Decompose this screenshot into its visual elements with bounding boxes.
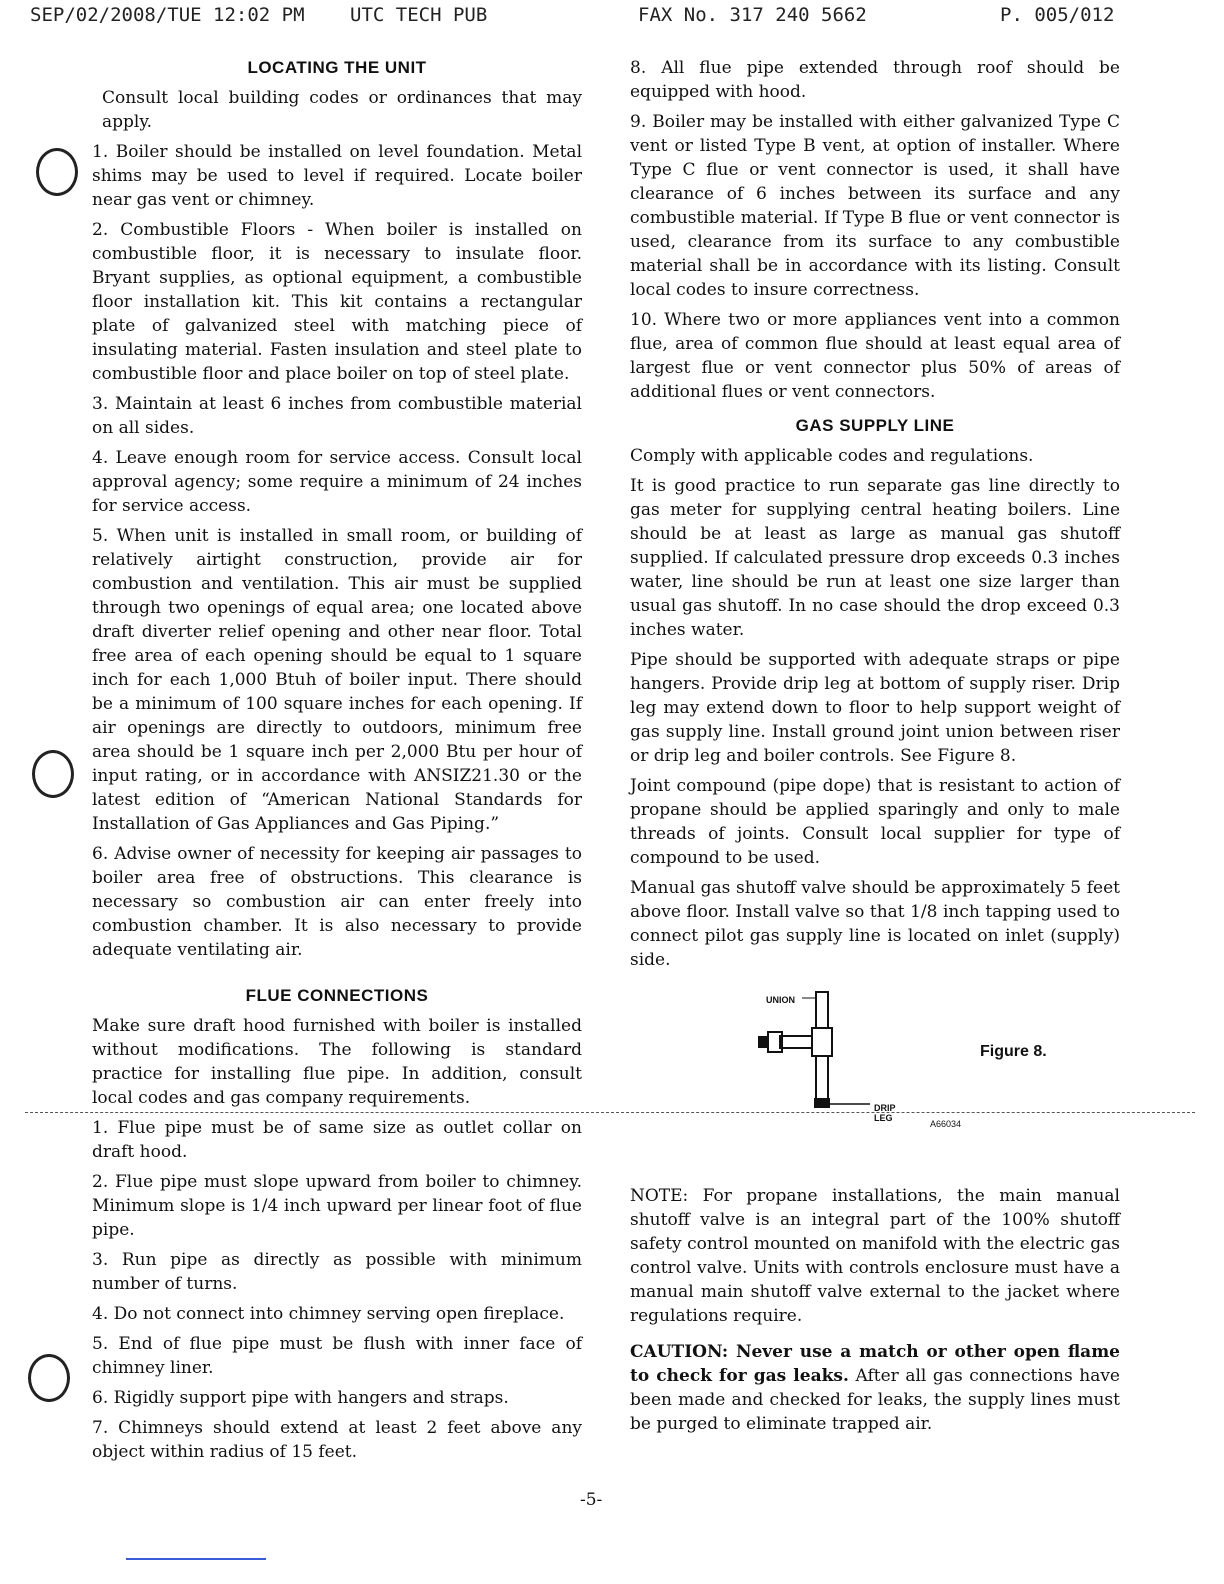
- tee-fitting: [812, 1028, 832, 1056]
- paragraph-caution: [630, 1340, 1120, 1436]
- fax-sender: UTC TECH PUB: [350, 4, 488, 26]
- fax-number: FAX No. 317 240 5662: [638, 4, 867, 26]
- paragraph-flue-1: 1. Flue pipe must be of same size as outlet collar on draft hood.: [92, 1118, 582, 1162]
- paragraph-gas-4: Manual gas shutoff valve should be approximately 5 feet above floor. Install valve so that 1/8 inch tapping used to connect pilot gas supply line is located on inlet (supply) side.: [630, 878, 1120, 970]
- bottom-rule: [126, 1558, 266, 1560]
- heading-flue-connections: FLUE CONNECTIONS: [245, 986, 429, 1005]
- paragraph-gas-2: Pipe should be supported with adequate straps or pipe hangers. Provide drip leg at bottom of supply riser. Drip leg may extend down to floor to help support weight of gas supply line. Install ground joint union between riser or drip leg and boiler controls. See Figure 8.: [630, 650, 1120, 766]
- heading-gas-supply-line: GAS SUPPLY LINE: [795, 416, 955, 435]
- punch-hole-middle: [32, 750, 74, 798]
- paragraph-flue-8: 8. All flue pipe extended through roof should be equipped with hood.: [630, 58, 1120, 102]
- paragraph-item-1: 1. Boiler should be installed on level foundation. Metal shims may be used to level if required. Locate boiler near gas vent or chimney.: [92, 142, 582, 210]
- caution-warning: CAUTION: Never use a match or other open flame to check for gas leaks.: [630, 1342, 1120, 1386]
- paragraph-flue-4: 4. Do not connect into chimney serving open fireplace.: [92, 1304, 565, 1324]
- paragraph-note: NOTE: For propane installations, the main manual shutoff valve is an integral part of the 100% shutoff safety control mounted on manifold with the electric gas control valve. Units with controls enclosure must have a manual main shutoff valve external to the jacket where regulations require.: [630, 1186, 1120, 1326]
- pipe-stub: [758, 1036, 768, 1048]
- paragraph-item-4: 4. Leave enough room for service access. Consult local approval agency; some require a minimum of 24 inches for service access.: [92, 448, 582, 516]
- paragraph-gas-intro: Comply with applicable codes and regulations.: [630, 446, 1034, 466]
- paragraph-flue-7: 7. Chimneys should extend at least 2 feet above any object within radius of 15 feet.: [92, 1418, 582, 1462]
- heading-locating-the-unit: LOCATING THE UNIT: [247, 58, 427, 77]
- paragraph-flue-5: 5. End of flue pipe must be flush with inner face of chimney liner.: [92, 1334, 582, 1378]
- paragraph-item-2: 2. Combustible Floors - When boiler is installed on combustible floor, it is necessary to insulate floor. Bryant supplies, as optional equipment, a combustible floor installation kit. This kit contains a rectangular plate of galvanized steel with matching piece of insulating material. Fasten insulation and steel plate to combustible floor and place boiler on top of steel plate.: [92, 220, 582, 384]
- right-column: [630, 56, 1120, 1442]
- paragraph-item-5: 5. When unit is installed in small room, or building of relatively airtight construction, provide air for combustion and ventilation. This air must be supplied through two openings of equal area; one located above draft diverter relief opening and other near floor. Total free area of each opening should be equal to 1 square inch for each 1,000 Btuh of boiler input. There should be a minimum of 100 square inches for each opening. If air openings are directly to outdoors, minimum free area should be 1 square inch per 2,000 Btu per hour of input rating, or in accordance with ANSIZ21.30 or the latest edition of “American National Standards for Installation of Gas Appliances and Gas Piping.”: [92, 526, 582, 834]
- label-leg: LEG: [874, 1113, 893, 1123]
- paragraph-gas-3: Joint compound (pipe dope) that is resistant to action of propane should be applied sparingly and only to male threads of joints. Consult local supplier for type of compound to be used.: [630, 776, 1120, 868]
- paragraph-flue-3: 3. Run pipe as directly as possible with minimum number of turns.: [92, 1250, 582, 1294]
- drip-leg-pipe: [816, 1056, 828, 1102]
- paragraph-flue-10: 10. Where two or more appliances vent into a common flue, area of common flue should at least equal area of largest flue or vent connector plus 50% of areas of additional flues or vent connectors.: [630, 310, 1120, 402]
- paragraph-item-6: 6. Advise owner of necessity for keeping air passages to boiler area free of obstructions. This clearance is necessary so combustion air can enter freely into combustion chamber. It is also necessary to provide adequate ventilating air.: [92, 844, 582, 960]
- paragraph-item-3: 3. Maintain at least 6 inches from combustible material on all sides.: [92, 394, 582, 438]
- figure-caption: Figure 8.: [980, 1043, 1047, 1060]
- page-number: -5-: [580, 1490, 603, 1510]
- paragraph-flue-9: 9. Boiler may be installed with either galvanized Type C vent or listed Type B vent, at option of installer. Where Type C flue or vent connector is used, it shall have clearance of 6 inches between its surface and any combustible material. If Type B flue or vent connector is used, clearance from its surface to any combustible material shall be in accordance with its listing. Consult local codes to insure correctness.: [630, 112, 1120, 300]
- paragraph-intro: Consult local building codes or ordinances that may apply.: [102, 88, 582, 132]
- paragraph-flue-6: 6. Rigidly support pipe with hangers and straps.: [92, 1388, 509, 1408]
- label-figure-code: A66034: [930, 1119, 962, 1129]
- riser-pipe-top: [816, 992, 828, 1028]
- label-drip: DRIP: [874, 1103, 896, 1113]
- paragraph-gas-1: It is good practice to run separate gas line directly to gas meter for supplying central heating boilers. Line should be at least as large as manual gas shutoff supplied. If calculated pressure drop exceeds 0.3 inches water, line should be run at least one size larger than usual gas shutoff. In no case should the drop exceed 0.3 inches water.: [630, 476, 1120, 640]
- fax-date: SEP/02/2008/TUE 12:02 PM: [30, 4, 305, 26]
- punch-hole-top: [36, 148, 78, 196]
- paragraph-flue-2: 2. Flue pipe must slope upward from boiler to chimney. Minimum slope is 1/4 inch upward per linear foot of flue pipe.: [92, 1172, 582, 1240]
- punch-hole-bottom: [28, 1354, 70, 1402]
- drip-leg-cap: [814, 1098, 830, 1108]
- figure-8: [630, 978, 1120, 1138]
- left-column: [92, 56, 582, 1470]
- horizontal-pipe: [780, 1036, 812, 1048]
- paragraph-flue-intro: Make sure draft hood furnished with boiler is installed without modifications. The following is standard practice for installing flue pipe. In addition, consult local codes and gas company requirements.: [92, 1016, 582, 1108]
- caution-rest: After all gas connections have been made and checked for leaks, the supply lines must be purged to eliminate trapped air.: [630, 1366, 1120, 1434]
- label-union: UNION: [766, 995, 795, 1005]
- fax-page: P. 005/012: [1000, 4, 1115, 26]
- fax-header: [30, 4, 1200, 30]
